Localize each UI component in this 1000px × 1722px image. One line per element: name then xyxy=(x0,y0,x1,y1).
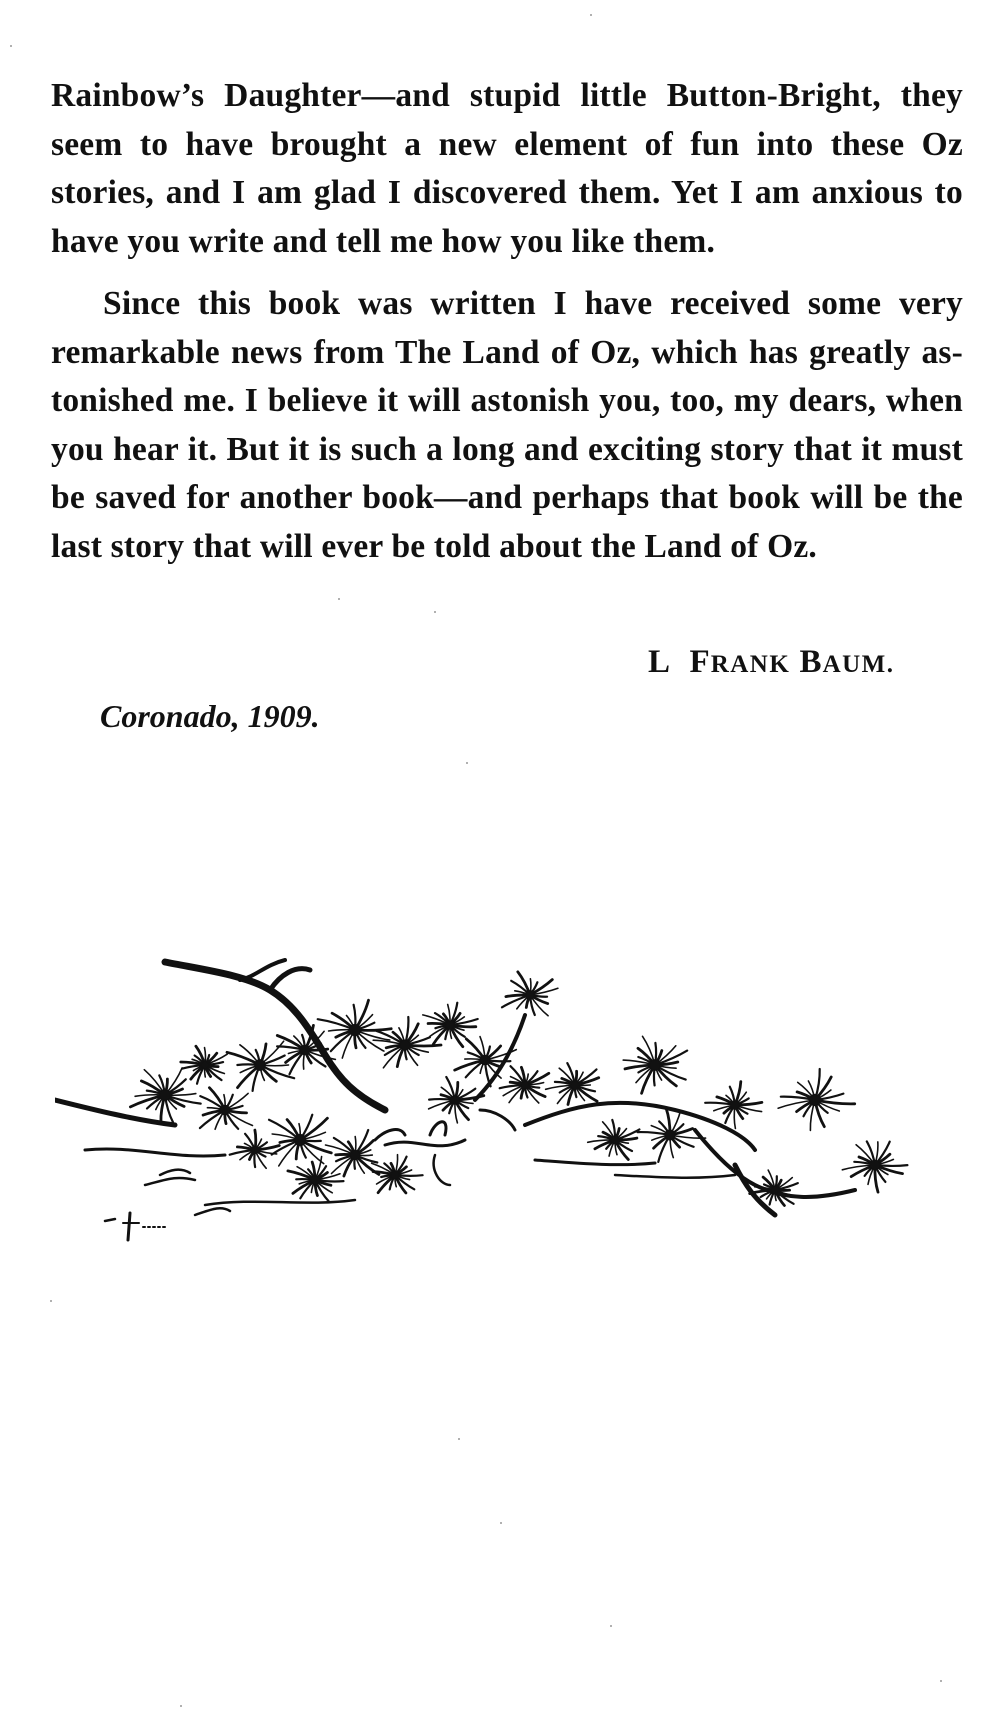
signature-initial: L xyxy=(648,644,672,680)
flower-head xyxy=(326,1130,379,1176)
flower-head xyxy=(130,1068,200,1123)
petal xyxy=(375,1130,405,1140)
branch-stem xyxy=(270,969,310,990)
body-text xyxy=(51,72,963,571)
author-signature xyxy=(648,644,895,681)
flower-head xyxy=(778,1069,855,1130)
petal xyxy=(160,1170,190,1175)
petal xyxy=(430,1122,446,1135)
scan-speck xyxy=(590,14,592,16)
ground-stroke xyxy=(615,1175,735,1178)
scan-speck xyxy=(466,762,468,764)
petal xyxy=(434,1155,450,1185)
branch-stem xyxy=(525,1103,755,1150)
flower-head xyxy=(500,1066,549,1103)
signature-first-initial: F xyxy=(689,644,711,680)
ground-stroke xyxy=(385,1140,465,1146)
artist-monogram xyxy=(128,1213,130,1240)
scan-speck xyxy=(940,1680,942,1682)
scan-speck xyxy=(180,1705,182,1707)
flower-head xyxy=(842,1141,907,1192)
signature-last-initial: B xyxy=(799,644,823,680)
scan-speck xyxy=(500,1522,502,1524)
flower-head xyxy=(502,972,558,1016)
flower-head xyxy=(227,1041,294,1091)
paragraph-1: Rainbow’s Daughter—and stupid little Button-Bright, they seem to have brought a new element of fun into these Oz stories, and I am glad I discovered them. Yet I am anxious to have you write and tell me how you like them. xyxy=(51,77,963,260)
flower-head xyxy=(623,1036,687,1093)
scan-speck xyxy=(10,45,12,47)
flower-head xyxy=(181,1046,227,1084)
flower-head xyxy=(455,1037,517,1087)
flower-head xyxy=(546,1063,599,1104)
flower-head xyxy=(288,1157,344,1202)
paragraph-2: Since this book was written I have received some very remarkable news from The Land of Oz, which has greatly as-tonished me. I believe it will astonish you, too, my dears, when you hear it. But it is such a long and exciting story that it must be saved for another book—and perhaps that book will be the last story that will ever be told about the Land of Oz. xyxy=(51,285,963,565)
signature-first-rest: RANK xyxy=(710,651,791,678)
ground-stroke xyxy=(145,1178,195,1185)
signature-last-rest: AUM. xyxy=(822,651,895,678)
flower-head xyxy=(200,1088,253,1130)
petal xyxy=(195,1208,230,1215)
scan-speck xyxy=(50,1300,52,1302)
petal xyxy=(480,1110,515,1130)
ground-stroke xyxy=(85,1149,225,1156)
branch-stem xyxy=(55,1100,175,1125)
place-date: Coronado, 1909. xyxy=(100,698,320,734)
scan-speck xyxy=(434,611,436,613)
flower-head xyxy=(277,1025,335,1074)
scan-speck xyxy=(458,1438,460,1440)
scan-speck xyxy=(610,1625,612,1627)
flower-spray-illustration xyxy=(55,935,945,1255)
flower-head xyxy=(230,1130,280,1168)
flower-head xyxy=(588,1120,640,1160)
ground-stroke xyxy=(535,1160,655,1165)
ground-stroke xyxy=(205,1200,355,1205)
scan-speck xyxy=(338,598,340,600)
artist-monogram xyxy=(105,1219,115,1221)
